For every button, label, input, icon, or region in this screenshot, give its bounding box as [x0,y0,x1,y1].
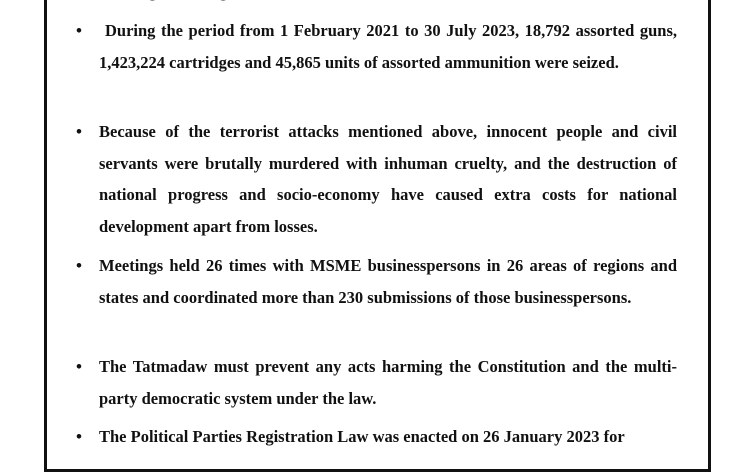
list-item-text: Meetings held 26 times with MSME businesspersons in 26 areas of regions and states and coordinated more than 230 submissions of those businesspersons. [99,256,677,307]
list-item-text: The Political Parties Registration Law was enacted on 26 January 2023 for [99,427,625,446]
bullet-icon: • [76,21,82,40]
list-item-text: During the period from 1 February 2021 to 30 July 2023, 18,792 assorted guns, 1,423,224 cartridges and 45,865 units of assorted ammunition were seized. [99,21,677,72]
bullet-icon: • [76,122,82,141]
list-item-text: The Tatmadaw must prevent any acts harming the Constitution and the multi-party democratic system under the law. [99,357,677,408]
clipped-top-line [99,0,677,2]
bullet-icon: • [76,427,82,446]
list-item-text: Because of the terrorist attacks mentioned above, innocent people and civil servants were brutally murdered with inhuman cruelty, and the destruction of national progress and socio-economy have caused extra costs for national development apart from losses. [99,122,677,236]
bullet-icon: • [76,357,82,376]
bullet-icon: • [76,256,82,275]
